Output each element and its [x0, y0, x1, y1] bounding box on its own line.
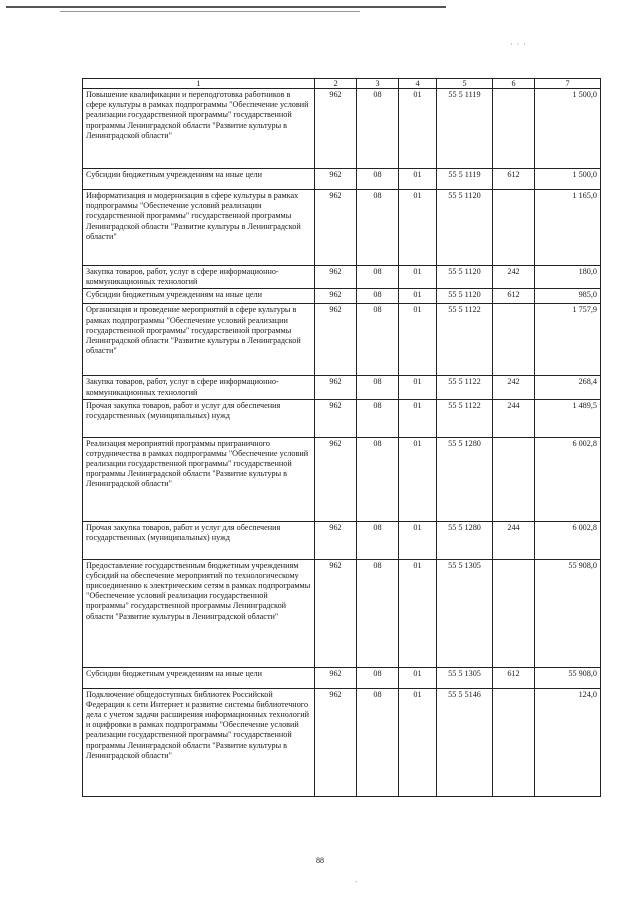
subsection-code: 01: [399, 289, 437, 304]
target-article-code: 55 5 1119: [437, 89, 493, 169]
column-header: 3: [357, 79, 399, 89]
ministry-code: 962: [315, 190, 357, 266]
target-article-code: 55 5 1122: [437, 376, 493, 399]
ministry-code: 962: [315, 289, 357, 304]
amount: 1 489,5: [535, 399, 601, 437]
amount: 1 757,9: [535, 304, 601, 376]
section-code: 08: [357, 399, 399, 437]
column-header: 4: [399, 79, 437, 89]
expense-type-code: [493, 688, 535, 796]
ministry-code: 962: [315, 169, 357, 190]
table-row: [83, 399, 601, 437]
subsection-code: 01: [399, 304, 437, 376]
subsection-code: 01: [399, 169, 437, 190]
row-description: Прочая закупка товаров, работ и услуг для обеспечения государственных (муниципальных) нужд: [83, 521, 315, 559]
subsection-code: 01: [399, 688, 437, 796]
expense-type-code: 242: [493, 266, 535, 289]
table-row: [83, 190, 601, 266]
subsection-code: 01: [399, 667, 437, 688]
row-description: Информатизация и модернизация в сфере культуры в рамках подпрограммы "Обеспечение условий реализации государственной программы" государственной программы Ленинградской области "Развитие культуры в Ленинградской области": [83, 190, 315, 266]
table-row: [83, 289, 601, 304]
section-code: 08: [357, 190, 399, 266]
section-code: 08: [357, 289, 399, 304]
expense-type-code: [493, 190, 535, 266]
target-article-code: 55 5 1120: [437, 289, 493, 304]
scan-artifact-line: [6, 6, 446, 8]
column-header: 6: [493, 79, 535, 89]
section-code: 08: [357, 521, 399, 559]
section-code: 08: [357, 304, 399, 376]
scan-speck: `: [355, 880, 358, 889]
ministry-code: 962: [315, 304, 357, 376]
ministry-code: 962: [315, 688, 357, 796]
row-description: Закупка товаров, работ, услуг в сфере информационно-коммуникационных технологий: [83, 266, 315, 289]
expense-type-code: 612: [493, 169, 535, 190]
section-code: 08: [357, 667, 399, 688]
expense-type-code: 244: [493, 399, 535, 437]
ministry-code: 962: [315, 89, 357, 169]
expense-type-code: 612: [493, 667, 535, 688]
amount: 55 908,0: [535, 667, 601, 688]
row-description: Реализация мероприятий программы приграничного сотрудничества в рамках подпрограммы "Обеспечение условий реализации государственной программы" государственной программы Ленинградской области "Развитие культуры в Ленинградской области": [83, 437, 315, 521]
target-article-code: 55 5 1280: [437, 437, 493, 521]
section-code: 08: [357, 688, 399, 796]
row-description: Подключение общедоступных библиотек Российской Федерации к сети Интернет и развитие системы библиотечного дела с учетом задачи расширения информационных технологий и оцифровки в рамках подпрограммы "Обеспечение условий реализации государственной программы" государственной программы Ленинградской области "Развитие культуры в Ленинградской области": [83, 688, 315, 796]
ministry-code: 962: [315, 376, 357, 399]
amount: 1 500,0: [535, 169, 601, 190]
budget-table: [82, 78, 601, 797]
table-header-row: [83, 79, 601, 89]
ministry-code: 962: [315, 437, 357, 521]
section-code: 08: [357, 89, 399, 169]
ministry-code: 962: [315, 399, 357, 437]
target-article-code: 55 5 1122: [437, 399, 493, 437]
subsection-code: 01: [399, 437, 437, 521]
table-row: [83, 266, 601, 289]
expense-type-code: 242: [493, 376, 535, 399]
section-code: 08: [357, 559, 399, 667]
amount: 124,0: [535, 688, 601, 796]
row-description: Субсидии бюджетным учреждениям на иные цели: [83, 169, 315, 190]
target-article-code: 55 5 5146: [437, 688, 493, 796]
expense-type-code: 244: [493, 521, 535, 559]
amount: 985,0: [535, 289, 601, 304]
table-row: [83, 559, 601, 667]
expense-type-code: [493, 559, 535, 667]
ministry-code: 962: [315, 521, 357, 559]
subsection-code: 01: [399, 376, 437, 399]
page-number: 88: [316, 856, 324, 865]
row-description: Закупка товаров, работ, услуг в сфере информационно-коммуникационных технологий: [83, 376, 315, 399]
column-header: 7: [535, 79, 601, 89]
expense-type-code: [493, 304, 535, 376]
amount: 1 165,0: [535, 190, 601, 266]
target-article-code: 55 5 1120: [437, 266, 493, 289]
column-header: 2: [315, 79, 357, 89]
expense-type-code: [493, 89, 535, 169]
table-row: [83, 688, 601, 796]
column-header: 1: [83, 79, 315, 89]
subsection-code: 01: [399, 190, 437, 266]
amount: 1 500,0: [535, 89, 601, 169]
table-row: [83, 376, 601, 399]
table-row: [83, 169, 601, 190]
ministry-code: 962: [315, 266, 357, 289]
subsection-code: 01: [399, 559, 437, 667]
table-row: [83, 89, 601, 169]
row-description: Организация и проведение мероприятий в сфере культуры в рамках подпрограммы "Обеспечение условий реализации государственной программы" государственной программы Ленинградской области "Развитие культуры в Ленинградской области": [83, 304, 315, 376]
subsection-code: 01: [399, 89, 437, 169]
row-description: Субсидии бюджетным учреждениям на иные цели: [83, 667, 315, 688]
amount: 55 908,0: [535, 559, 601, 667]
scan-speck: · · ·: [510, 40, 526, 49]
amount: 268,4: [535, 376, 601, 399]
expense-type-code: 612: [493, 289, 535, 304]
subsection-code: 01: [399, 399, 437, 437]
table-row: [83, 667, 601, 688]
subsection-code: 01: [399, 266, 437, 289]
column-header: 5: [437, 79, 493, 89]
section-code: 08: [357, 266, 399, 289]
table-row: [83, 304, 601, 376]
target-article-code: 55 5 1120: [437, 190, 493, 266]
row-description: Предоставление государственным бюджетным учреждениям субсидий на обеспечение мероприятий по технологическому присоединению к электрическим сетям в рамках подпрограммы "Обеспечение условий реализации государственной программы" государственной программы Ленинградской области "Развитие культуры в Ленинградской области": [83, 559, 315, 667]
target-article-code: 55 5 1122: [437, 304, 493, 376]
section-code: 08: [357, 376, 399, 399]
scan-artifact-line: [60, 11, 360, 12]
ministry-code: 962: [315, 559, 357, 667]
expense-type-code: [493, 437, 535, 521]
subsection-code: 01: [399, 521, 437, 559]
amount: 6 002,8: [535, 521, 601, 559]
amount: 180,0: [535, 266, 601, 289]
amount: 6 002,8: [535, 437, 601, 521]
target-article-code: 55 5 1305: [437, 559, 493, 667]
target-article-code: 55 5 1119: [437, 169, 493, 190]
table-row: [83, 521, 601, 559]
table-row: [83, 437, 601, 521]
section-code: 08: [357, 437, 399, 521]
row-description: Субсидии бюджетным учреждениям на иные цели: [83, 289, 315, 304]
row-description: Прочая закупка товаров, работ и услуг для обеспечения государственных (муниципальных) нужд: [83, 399, 315, 437]
ministry-code: 962: [315, 667, 357, 688]
target-article-code: 55 5 1305: [437, 667, 493, 688]
row-description: Повышение квалификации и переподготовка работников в сфере культуры в рамках подпрограммы "Обеспечение условий реализации государственной программы" государственной программы Ленинградской области "Развитие культуры в Ленинградской области": [83, 89, 315, 169]
target-article-code: 55 5 1280: [437, 521, 493, 559]
section-code: 08: [357, 169, 399, 190]
